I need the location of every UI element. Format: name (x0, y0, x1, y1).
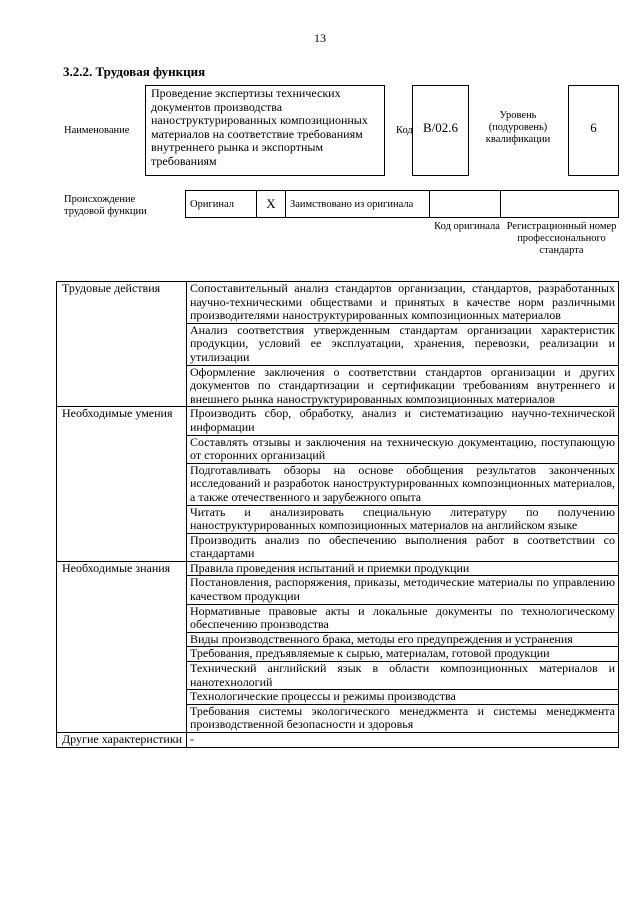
item-cell: Требования системы экологического менеджмента и системы менеджмента производственной безопасности и здоровья (187, 704, 619, 732)
item-cell: Сопоставительный анализ стандартов организации, стандартов, разработанных научно-техническими обществами и принятых в качестве норм различными производителями наноструктурированных композиционных материалов (187, 282, 619, 324)
original-mark: X (257, 191, 286, 218)
reg-number-cell (501, 191, 619, 218)
item-cell: Правила проведения испытаний и приемки продукции (187, 561, 619, 576)
item-cell: Оформление заключения о соответствии стандартов организации и других документов по стандартизации и сертификации требованиям внутреннего и внешнего рынка наноструктурированных композиционных материалов (187, 365, 619, 407)
qualification-level-label: Уровень (подуровень) квалификации (485, 110, 551, 145)
code-original-label: Код оригинала (434, 221, 500, 232)
name-label: Наименование (64, 125, 130, 136)
category-cell: Необходимые знания (57, 561, 187, 732)
page-number: 13 (314, 31, 326, 45)
origin-table (185, 190, 619, 218)
table-row (57, 407, 619, 435)
category-cell: Необходимые умения (57, 407, 187, 562)
item-cell: Нормативные правовые акты и локальные документы по технологическому обеспечению производства (187, 604, 619, 632)
item-cell: Технологические процессы и режимы производства (187, 690, 619, 705)
item-cell: Технический английский язык в области композиционных материалов и нанотехнологий (187, 662, 619, 690)
item-cell: Анализ соответствия утвержденным стандартам организации характеристик продукции, условий ее эксплуатации, хранения, перевозки, реализации и утилизации (187, 323, 619, 365)
item-cell: Производить сбор, обработку, анализ и систематизацию научно-технической информации (187, 407, 619, 435)
item-cell: - (187, 733, 619, 748)
qualification-level-box: 6 (568, 85, 619, 176)
code-original-cell (430, 191, 501, 218)
code-label: Код (396, 125, 413, 136)
category-cell: Трудовые действия (57, 282, 187, 407)
origin-label: Происхождение трудовой функции (64, 194, 147, 217)
original-label: Оригинал (186, 191, 257, 218)
item-cell: Требования, предъявляемые к сырью, материалам, готовой продукции (187, 647, 619, 662)
item-cell: Составлять отзывы и заключения на техническую документацию, поступающую от сторонних организаций (187, 435, 619, 463)
reg-number-label: Регистрационный номер профессионального стандарта (506, 221, 617, 256)
category-cell: Другие характеристики (57, 733, 187, 748)
item-cell: Читать и анализировать специальную литературу по получению наноструктурированных композиционных материалов на английском языке (187, 505, 619, 533)
code-value-box: B/02.6 (412, 85, 469, 176)
function-details-table (56, 281, 619, 748)
item-cell: Постановления, распоряжения, приказы, методические материалы по управлению качеством продукции (187, 576, 619, 604)
item-cell: Виды производственного брака, методы его предупреждения и устранения (187, 632, 619, 647)
item-cell: Подготавливать обзоры на основе обобщения результатов законченных исследований и разработок наноструктурированных композиционных материалов, а также отечественного и зарубежного опыта (187, 463, 619, 505)
function-name-box: Проведение экспертизы технических документов производства наноструктурированных композиционных материалов на соответствие требованиям внутреннего рынка и экспортным требованиям (145, 85, 385, 176)
section-title: 3.2.2. Трудовая функция (63, 64, 206, 79)
table-row (57, 561, 619, 576)
table-row (57, 282, 619, 324)
item-cell: Производить анализ по обеспечению выполнения работ в соответствии со стандартами (187, 533, 619, 561)
borrowed-label: Заимствовано из оригинала (286, 191, 430, 218)
table-row (57, 733, 619, 748)
